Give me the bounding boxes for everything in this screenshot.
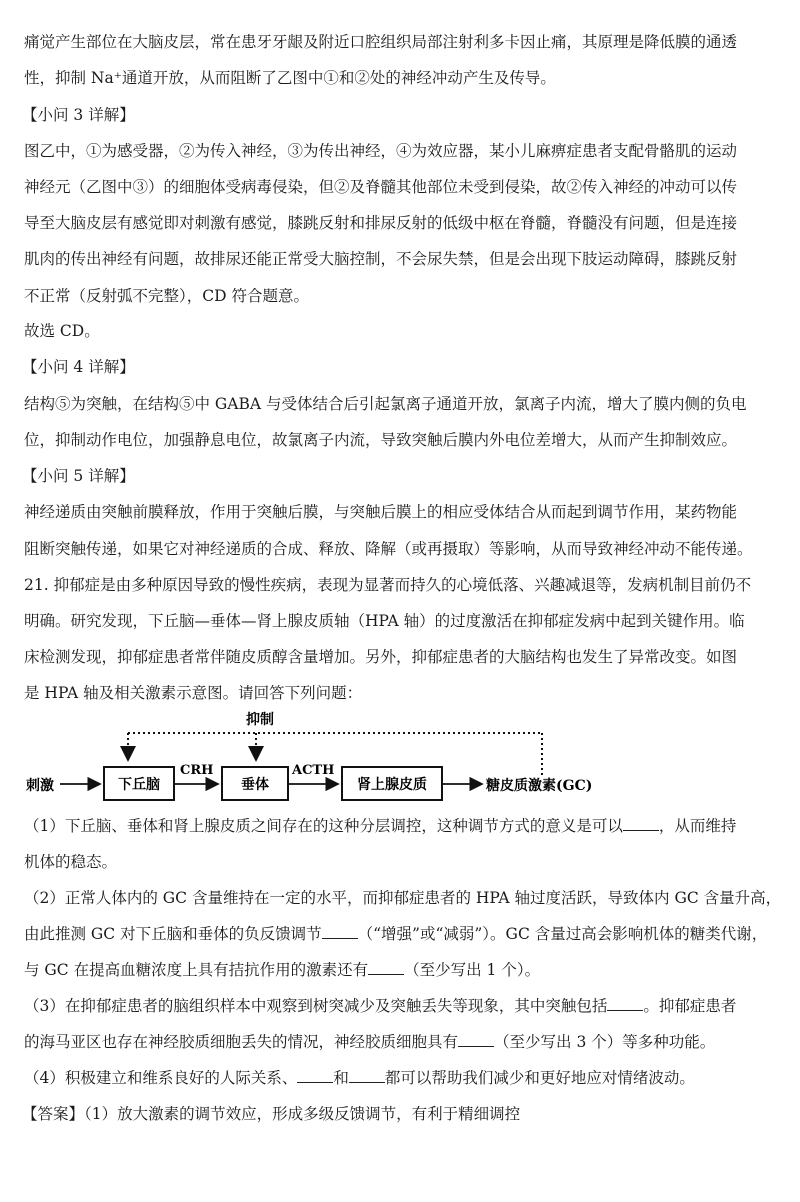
acth-label: ACTH [292, 763, 335, 778]
question-4 [24, 1060, 780, 1096]
section-heading: 【小问 4 详解】 [22, 358, 135, 376]
adrenal-cortex-box: 肾上腺皮质 [357, 777, 427, 793]
question-text: （1）下丘脑、垂体和肾上腺皮质之间存在的这种分层调控，这种调节方式的意义是可以 [24, 817, 623, 835]
question-text: （至少写出 1 个）。 [404, 961, 541, 979]
question-3-cont [24, 1024, 780, 1060]
question-text: （3）在抑郁症患者的脑组织样本中观察到树突减少及突触丢失等现象，其中突触包括 [24, 997, 608, 1015]
question-text: 是 HPA 轴及相关激素示意图。请回答下列问题： [24, 684, 363, 702]
question-text: （“增强”或“减弱”）。GC 含量过高会影响机体的糖类代谢， [357, 925, 768, 943]
text-line: 导至大脑皮层有感觉即对刺激有感觉，膝跳反射和排尿反射的低级中枢在脊髓，脊髓没有问题，但是连接 [24, 214, 738, 232]
section-heading: 【小问 3 详解】 [22, 106, 135, 124]
text-line: 故选 CD。 [24, 322, 100, 340]
answer-text: （1）放大激素的调节效应，形成多级反馈调节，有利于精细调控 [84, 1105, 521, 1123]
text-line: 不正常（反射弧不完整），CD 符合题意。 [24, 287, 309, 305]
text-line: 阻断突触传递，如果它对神经递质的合成、释放、降解（或再摄取）等影响，从而导致神经冲动不能传递。 [24, 540, 753, 558]
answer-line [22, 1096, 780, 1132]
question-3 [24, 988, 780, 1024]
text-line: 位，抑制动作电位，加强静息电位，故氯离子内流，导致突触后膜内外电位差增大，从而产生抑制效应。 [24, 431, 738, 449]
answer-blank[interactable] [458, 1032, 494, 1047]
question-text: 明确。研究发现，下丘脑—垂体—肾上腺皮质轴（HPA 轴）的过度激活在抑郁症发病中起到关键作用。临 [24, 612, 745, 630]
stimulus-label: 刺激 [26, 778, 54, 794]
question-text: （4）积极建立和维系良好的人际关系、 [24, 1069, 298, 1087]
question-1-cont: 机体的稳态。 [24, 853, 118, 871]
question-text: 的海马亚区也存在神经胶质细胞丢失的情况，神经胶质细胞具有 [24, 1033, 459, 1051]
question-text: 与 GC 在提高血糖浓度上具有拮抗作用的激素还有 [24, 961, 369, 979]
answer-blank[interactable] [607, 996, 643, 1011]
question-text: 床检测发现，抑郁症患者常伴随皮质醇含量增加。另外，抑郁症患者的大脑结构也发生了异常改变。如图 [24, 648, 738, 666]
text-line: 神经递质由突触前膜释放，作用于突触后膜，与突触后膜上的相应受体结合从而起到调节作用，某药物能 [24, 503, 738, 521]
answer-blank[interactable] [368, 960, 404, 975]
question-2-cont [24, 952, 780, 988]
hypothalamus-box: 下丘脑 [118, 777, 160, 793]
question-2: （2）正常人体内的 GC 含量维持在一定的水平，而抑郁症患者的 HPA 轴过度活跃，导致体内 GC 含量升高， [24, 889, 782, 907]
answer-tag: 【答案】 [22, 1105, 85, 1123]
text-line: 痛觉产生部位在大脑皮层，常在患牙牙龈及附近口腔组织局部注射利多卡因止痛，其原理是降低膜的通透 [24, 33, 738, 51]
question-text: （至少写出 3 个）等多种功能。 [494, 1033, 716, 1051]
crh-label: CRH [180, 763, 214, 778]
answer-blank[interactable] [322, 924, 358, 939]
question-text: 都可以帮助我们减少和更好地应对情绪波动。 [384, 1069, 695, 1087]
inhibition-label: 抑制 [246, 712, 274, 728]
question-1 [24, 808, 780, 844]
question-text: 由此推测 GC 对下丘脑和垂体的负反馈调节 [24, 925, 322, 943]
question-text: 21. 抑郁症是由多种原因导致的慢性疾病，表现为显著而持久的心境低落、兴趣减退等，发病机制目前仍不 [24, 576, 752, 594]
question-text: 。抑郁症患者 [643, 997, 737, 1015]
text-line: 结构⑤为突触，在结构⑤中 GABA 与受体结合后引起氯离子通道开放，氯离子内流，增大了膜内侧的负电 [24, 395, 747, 413]
answer-blank[interactable] [297, 1068, 333, 1083]
glucocorticoid-label: 糖皮质激素(GC) [486, 778, 593, 794]
question-2-cont [24, 916, 780, 952]
hpa-axis-diagram [20, 708, 620, 812]
text-line: 肌肉的传出神经有问题，故排尿还能正常受大脑控制，不会尿失禁，但是会出现下肢运动障碍，膝跳反射 [24, 250, 738, 268]
section-heading: 【小问 5 详解】 [22, 467, 135, 485]
answer-blank[interactable] [349, 1068, 385, 1083]
text-line: 性，抑制 Na⁺通道开放，从而阻断了乙图中①和②处的神经冲动产生及传导。 [24, 69, 556, 87]
question-text: 和 [333, 1069, 349, 1087]
question-text: ，从而维持 [658, 817, 737, 835]
text-line: 神经元（乙图中③）的细胞体受病毒侵染，但②及脊髓其他部位未受到侵染，故②传入神经的冲动可以传 [24, 178, 738, 196]
text-line: 图乙中，①为感受器，②为传入神经，③为传出神经，④为效应器，某小儿麻痹症患者支配骨骼肌的运动 [24, 142, 738, 160]
answer-blank[interactable] [623, 816, 659, 831]
pituitary-box: 垂体 [241, 777, 269, 793]
